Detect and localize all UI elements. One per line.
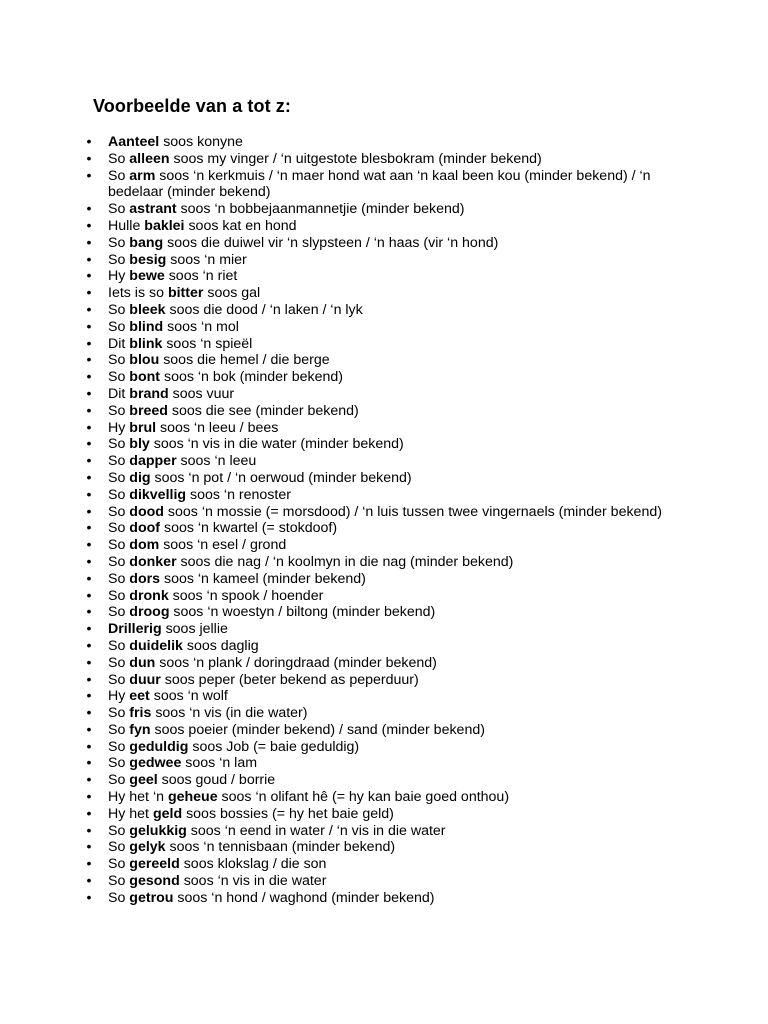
item-prefix: Hulle <box>108 217 145 234</box>
item-prefix: So <box>108 587 130 604</box>
item-prefix: So <box>108 604 130 621</box>
simile-list <box>86 134 698 907</box>
item-keyword: brul <box>129 419 157 436</box>
item-prefix: So <box>108 234 130 251</box>
item-comparison: soos ‘n mossie (= morsdood) / ‘n luis tussen twee vingernaels (minder bekend) <box>163 503 662 520</box>
list-item <box>86 402 698 420</box>
item-comparison: soos Job (= baie geduldig) <box>188 738 360 755</box>
item-keyword: Aanteel <box>108 134 160 150</box>
bullet-icon: • <box>86 604 92 621</box>
item-prefix: Hy het ‘n <box>108 789 168 806</box>
bullet-icon: • <box>86 150 92 167</box>
bullet-icon: • <box>86 436 92 453</box>
bullet-icon: • <box>86 553 92 570</box>
list-item <box>86 369 698 386</box>
list-item <box>86 873 698 890</box>
item-keyword: bewe <box>129 268 165 285</box>
list-item <box>86 587 698 605</box>
item-keyword: Drillerig <box>108 621 162 638</box>
item-keyword: duur <box>129 671 161 688</box>
item-comparison: soos ‘n vis in die water <box>179 873 327 890</box>
item-prefix: Dit <box>108 385 130 402</box>
item-comparison: soos ‘n hond / waghond (minder bekend) <box>173 889 435 906</box>
item-keyword: bitter <box>167 285 204 302</box>
list-item <box>86 285 698 302</box>
item-keyword: astrant <box>129 201 177 218</box>
list-item <box>86 789 698 806</box>
list-item <box>86 335 698 353</box>
bullet-icon: • <box>86 873 92 890</box>
item-comparison: soos ‘n pot / ‘n oerwoud (minder bekend) <box>150 469 412 486</box>
list-item <box>86 671 698 689</box>
bullet-icon: • <box>86 369 92 386</box>
bullet-icon: • <box>86 671 92 688</box>
bullet-icon: • <box>86 318 92 335</box>
item-keyword: breed <box>129 402 168 419</box>
item-comparison: soos ‘n esel / grond <box>159 537 287 554</box>
list-item <box>86 604 698 621</box>
item-comparison: soos ‘n vis in die water (minder bekend) <box>149 436 404 453</box>
item-prefix: So <box>108 873 130 890</box>
list-item <box>86 688 698 705</box>
item-keyword: doof <box>129 520 161 537</box>
item-comparison: soos klokslag / die son <box>179 856 327 873</box>
item-prefix: So <box>108 251 130 268</box>
list-item <box>86 621 698 638</box>
item-comparison: soos die nag / ‘n koolmyn in die nag (minder bekend) <box>176 553 514 570</box>
list-item <box>86 486 698 504</box>
item-comparison: soos ‘n wolf <box>149 688 228 705</box>
bullet-icon: • <box>86 134 92 150</box>
list-item <box>86 352 698 369</box>
item-keyword: besig <box>129 251 167 268</box>
bullet-icon: • <box>86 587 92 604</box>
bullet-icon: • <box>86 755 92 772</box>
item-comparison: soos vuur <box>168 385 235 402</box>
list-item <box>86 436 698 453</box>
list-item <box>86 755 698 772</box>
item-keyword: geheue <box>167 789 218 806</box>
list-item <box>86 637 698 655</box>
list-item <box>86 234 698 252</box>
item-comparison: soos bossies (= hy het baie geld) <box>182 805 394 822</box>
item-comparison: soos ‘n vis (in die water) <box>151 705 308 722</box>
list-item <box>86 217 698 235</box>
list-item <box>86 839 698 856</box>
list-item <box>86 738 698 756</box>
item-prefix: So <box>108 369 130 386</box>
item-keyword: gesond <box>129 873 180 890</box>
bullet-icon: • <box>86 537 92 554</box>
item-comparison: soos my vinger / ‘n uitgestote blesbokram (minder bekend) <box>169 150 542 167</box>
item-comparison: soos die duiwel vir ‘n slypsteen / ‘n haas (vir ‘n hond) <box>163 234 499 251</box>
bullet-icon: • <box>86 453 92 470</box>
item-prefix: So <box>108 839 130 856</box>
list-item <box>86 553 698 571</box>
list-item <box>86 503 698 521</box>
item-prefix: So <box>108 889 130 906</box>
item-keyword: dom <box>129 537 160 554</box>
list-item <box>86 167 698 202</box>
list-item <box>86 822 698 840</box>
bullet-icon: • <box>86 402 92 419</box>
item-comparison: soos jellie <box>161 621 228 638</box>
item-keyword: bang <box>129 234 164 251</box>
bullet-icon: • <box>86 335 92 352</box>
item-prefix: Hy het <box>108 805 153 822</box>
bullet-icon: • <box>86 268 92 285</box>
item-comparison: soos ‘n spieël <box>162 335 253 352</box>
bullet-icon: • <box>86 570 92 587</box>
item-keyword: duidelik <box>129 637 183 654</box>
item-prefix: So <box>108 520 130 537</box>
item-prefix: So <box>108 738 130 755</box>
list-item <box>86 201 698 218</box>
item-comparison: soos ‘n lam <box>181 755 258 772</box>
item-keyword: bly <box>129 436 150 453</box>
bullet-icon: • <box>86 856 92 873</box>
item-prefix: So <box>108 318 130 335</box>
bullet-icon: • <box>86 469 92 486</box>
item-prefix: Hy <box>108 419 130 436</box>
list-item <box>86 570 698 588</box>
item-keyword: blou <box>129 352 160 369</box>
item-prefix: Hy <box>108 688 130 705</box>
item-prefix: So <box>108 654 130 671</box>
item-comparison: soos ‘n leeu <box>176 453 257 470</box>
item-prefix: So <box>108 856 130 873</box>
item-keyword: fyn <box>129 721 151 738</box>
list-item <box>86 856 698 873</box>
list-item <box>86 520 698 537</box>
item-prefix: So <box>108 150 130 167</box>
bullet-icon: • <box>86 234 92 251</box>
item-keyword: dors <box>129 570 161 587</box>
item-comparison: soos poeier (minder bekend) / sand (minder bekend) <box>150 721 485 738</box>
bullet-icon: • <box>86 503 92 520</box>
item-comparison: soos ‘n mol <box>163 318 239 335</box>
item-keyword: gereeld <box>129 856 180 873</box>
item-keyword: dikvellig <box>129 486 187 503</box>
item-prefix: So <box>108 537 130 554</box>
item-prefix: So <box>108 755 130 772</box>
bullet-icon: • <box>86 621 92 638</box>
item-keyword: geduldig <box>129 738 189 755</box>
bullet-icon: • <box>86 789 92 806</box>
bullet-icon: • <box>86 301 92 318</box>
item-comparison: soos daglig <box>182 637 259 654</box>
item-prefix: So <box>108 352 130 369</box>
item-keyword: getrou <box>129 889 174 906</box>
item-comparison: soos konyne <box>159 134 243 150</box>
list-item <box>86 134 698 151</box>
bullet-icon: • <box>86 520 92 537</box>
item-keyword: droog <box>129 604 170 621</box>
item-prefix: Dit <box>108 335 130 352</box>
list-item <box>86 251 698 269</box>
bullet-icon: • <box>86 201 92 218</box>
item-keyword: fris <box>129 705 152 722</box>
item-keyword: bleek <box>129 301 166 318</box>
item-comparison: soos ‘n bobbejaanmannetjie (minder bekend) <box>176 201 465 218</box>
item-comparison: soos ‘n eend in water / ‘n vis in die water <box>186 822 446 839</box>
list-item <box>86 385 698 403</box>
bullet-icon: • <box>86 251 92 268</box>
bullet-icon: • <box>86 486 92 503</box>
list-item <box>86 268 698 285</box>
item-comparison: soos goud / borrie <box>157 772 276 789</box>
item-prefix: So <box>108 167 130 184</box>
item-prefix: So <box>108 201 130 218</box>
item-comparison: soos ‘n spook / hoender <box>168 587 324 604</box>
item-comparison: soos ‘n renoster <box>186 486 291 503</box>
item-keyword: alleen <box>129 150 170 167</box>
page-title: Voorbeelde van a tot z: <box>93 96 291 116</box>
item-keyword: geel <box>129 772 158 789</box>
list-item <box>86 772 698 789</box>
bullet-icon: • <box>86 419 92 436</box>
list-item <box>86 705 698 722</box>
bullet-icon: • <box>86 688 92 705</box>
list-item <box>86 150 698 168</box>
bullet-icon: • <box>86 285 92 302</box>
item-keyword: dronk <box>129 587 169 604</box>
list-item <box>86 318 698 336</box>
item-comparison: soos ‘n plank / doringdraad (minder bekend) <box>155 654 437 671</box>
item-prefix: So <box>108 503 130 520</box>
item-prefix: Hy <box>108 268 130 285</box>
item-comparison: soos kat en hond <box>184 217 297 234</box>
bullet-icon: • <box>86 822 92 839</box>
item-keyword: blind <box>129 318 164 335</box>
item-keyword: gelyk <box>129 839 166 856</box>
bullet-icon: • <box>86 654 92 671</box>
list-item <box>86 469 698 487</box>
list-item <box>86 537 698 554</box>
item-comparison: soos ‘n tennisbaan (minder bekend) <box>165 839 396 856</box>
bullet-icon: • <box>86 738 92 755</box>
item-prefix: So <box>108 436 130 453</box>
item-keyword: gedwee <box>129 755 182 772</box>
item-prefix: So <box>108 772 130 789</box>
item-comparison: soos die dood / ‘n laken / ‘n lyk <box>165 301 363 318</box>
item-prefix: So <box>108 721 130 738</box>
item-prefix: So <box>108 705 130 722</box>
item-prefix: Iets is so <box>108 285 168 302</box>
bullet-icon: • <box>86 637 92 654</box>
item-keyword: bont <box>129 369 161 386</box>
item-keyword: donker <box>129 553 177 570</box>
item-keyword: dood <box>129 503 164 520</box>
item-keyword: blink <box>129 335 163 352</box>
item-comparison: soos ‘n mier <box>166 251 247 268</box>
list-item <box>86 889 698 907</box>
item-comparison: soos ‘n olifant hê (= hy kan baie goed onthou) <box>217 789 510 806</box>
item-keyword: gelukkig <box>129 822 187 839</box>
item-keyword: dig <box>129 469 151 486</box>
item-prefix: So <box>108 637 130 654</box>
bullet-icon: • <box>86 385 92 402</box>
item-prefix: So <box>108 553 130 570</box>
bullet-icon: • <box>86 705 92 722</box>
list-item <box>86 419 698 437</box>
list-item <box>86 301 698 319</box>
item-keyword: brand <box>129 385 169 402</box>
item-comparison: soos ‘n kameel (minder bekend) <box>160 570 366 587</box>
item-comparison: soos gal <box>203 285 261 302</box>
item-keyword: eet <box>129 688 150 705</box>
bullet-icon: • <box>86 352 92 369</box>
item-prefix: So <box>108 671 130 688</box>
item-comparison: soos ‘n kerkmuis / ‘n maer hond wat aan ‘n kaal been kou (minder bekend) / ‘n bedelaar (minder bekend) <box>108 167 651 201</box>
item-keyword: baklei <box>144 217 185 234</box>
item-comparison: soos die hemel / die berge <box>159 352 330 369</box>
item-keyword: dapper <box>129 453 177 470</box>
item-prefix: So <box>108 469 130 486</box>
item-keyword: arm <box>129 167 156 184</box>
item-comparison: soos ‘n kwartel (= stokdoof) <box>160 520 338 537</box>
item-prefix: So <box>108 570 130 587</box>
item-comparison: soos peper (beter bekend as peperduur) <box>160 671 419 688</box>
bullet-icon: • <box>86 217 92 234</box>
item-comparison: soos ‘n woestyn / biltong (minder bekend) <box>169 604 436 621</box>
bullet-icon: • <box>86 167 92 184</box>
list-item <box>86 721 698 739</box>
item-prefix: So <box>108 822 130 839</box>
list-item <box>86 453 698 470</box>
item-keyword: geld <box>152 805 183 822</box>
item-prefix: So <box>108 402 130 419</box>
list-item <box>86 805 698 823</box>
item-comparison: soos ‘n leeu / bees <box>156 419 279 436</box>
bullet-icon: • <box>86 889 92 906</box>
item-comparison: soos ‘n riet <box>164 268 238 285</box>
bullet-icon: • <box>86 839 92 856</box>
item-comparison: soos ‘n bok (minder bekend) <box>160 369 343 386</box>
item-comparison: soos die see (minder bekend) <box>167 402 359 419</box>
item-prefix: So <box>108 453 130 470</box>
item-prefix: So <box>108 486 130 503</box>
bullet-icon: • <box>86 772 92 789</box>
item-keyword: dun <box>129 654 156 671</box>
bullet-icon: • <box>86 805 92 822</box>
list-item <box>86 654 698 672</box>
bullet-icon: • <box>86 721 92 738</box>
item-prefix: So <box>108 301 130 318</box>
